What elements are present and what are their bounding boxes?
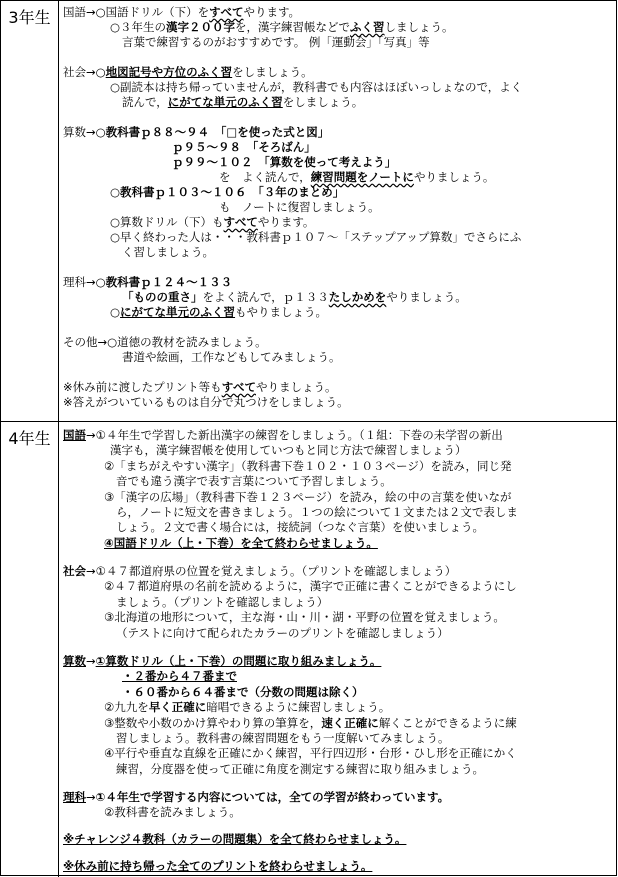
g4-line	[63, 654, 381, 669]
text-run: 国語	[63, 428, 86, 442]
g4-line	[116, 505, 518, 520]
text-run: 書道や絵画，工作などもしてみましょう。	[122, 350, 341, 364]
g3-line	[122, 350, 341, 365]
text-run: ③北海道の地形について，主な海・山・川・湖・平野の位置を覚えましょう。	[104, 610, 505, 624]
text-run: 「算数を使って考えよう」	[264, 155, 397, 169]
text-run: 算数	[63, 654, 86, 668]
g4-line	[104, 610, 505, 625]
text-run: やりましょう。	[255, 380, 337, 394]
g4-line	[104, 579, 517, 594]
text-run: ○	[110, 185, 121, 199]
g3-line	[122, 245, 214, 260]
text-run	[209, 125, 221, 139]
text-run: ・６０番から６４番まで（分数の問題は除く）	[122, 685, 364, 699]
text-run: 暗唱できるように練習しましょう。	[206, 700, 391, 714]
g3-line	[63, 335, 267, 350]
text-run: しょう。２文で書く場合には，接続詞（つなぐ言葉）を使いましょう。	[116, 520, 484, 534]
text-run: 練習，分度器を使って正確に角度を測定する練習に取り組みましょう。	[116, 762, 484, 776]
g4-line	[104, 805, 241, 820]
text-run: ④平行や垂直な直線を正確にかく練習，平行四辺形・台形・ひし形を正確にかく	[104, 746, 517, 760]
text-run: やりましょう。	[386, 290, 467, 304]
text-run: も ノートに復習しましょう。	[219, 200, 380, 214]
g4-line	[116, 626, 449, 641]
grade4-content	[59, 422, 616, 877]
g4-line	[122, 685, 364, 700]
text-run: ｐ９９～１０２	[172, 155, 253, 169]
text-run: 教科書ｐ１０３～１０６	[120, 185, 247, 199]
grade4-label: 4年生	[1, 422, 59, 877]
text-run: 「ものの重さ」	[122, 290, 203, 304]
text-run: を，漢字練習帳などで	[235, 20, 351, 34]
text-run: すべて	[223, 215, 258, 229]
text-run: 教科書ｐ１２４～１３３	[105, 275, 233, 289]
text-run	[241, 140, 253, 154]
text-run: 速く正確に	[321, 716, 379, 730]
g3-line	[122, 290, 467, 305]
text-run: をしましょう。	[232, 65, 313, 79]
text-run: 早く正確に	[148, 700, 207, 714]
text-run: ①４年生で学習する内容については，全ての学習が終わっています。	[95, 790, 450, 804]
g4-line	[63, 832, 406, 847]
text-run: ※休み前に持ち帰った全てのプリントを終わらせましょう。	[63, 859, 373, 873]
g4-line	[116, 762, 484, 777]
text-run: ○	[110, 305, 121, 319]
text-run: 理科	[63, 790, 86, 804]
text-run: ②九九を	[104, 700, 149, 714]
text-run: 教科書ｐ８８～９４	[105, 125, 210, 139]
g3-line	[63, 65, 313, 80]
g3-line	[110, 305, 327, 320]
text-run: を よく読んで，	[219, 170, 311, 184]
text-run: 算数→○	[63, 125, 106, 139]
text-run: 解くことができるように練	[378, 716, 517, 730]
text-run: 音でも違う漢字で表す言葉について予習しましょう。	[116, 474, 392, 488]
g4-line	[116, 595, 328, 610]
g3-line	[63, 275, 232, 290]
text-run: ○早く終わった人は・・・教科書ｐ１０７～「ステップアップ算数」でさらにふ	[110, 230, 522, 244]
text-run: すべて	[209, 5, 244, 19]
text-run: ④国語ドリル（上・下巻）を全て終わらせましょう。	[104, 536, 378, 550]
text-run: もやりましょう。	[235, 305, 328, 319]
g3-line	[172, 155, 396, 170]
text-run: 言葉で練習するのがおすすめです。 例「運動会」「写真」等	[122, 35, 430, 49]
g3-line	[63, 395, 349, 410]
text-run: ふく習	[350, 20, 385, 34]
text-run: 国語→○国語ドリル（下）を	[63, 5, 210, 19]
text-run: やります。	[243, 5, 301, 19]
text-run: →	[86, 654, 96, 668]
text-run: 習しましょう。教科書の練習問題をもう一度解いてみましょう。	[116, 731, 450, 745]
text-run: ※答えがついているものは自分で丸つけをしましょう。	[63, 395, 349, 409]
text-run: →①４年生で学習した新出漢字の練習をしましょう。（１組：下巻の未学習の新出	[86, 428, 503, 442]
text-run: （テストに向けて配られたカラーのプリントを確認しましょう）	[116, 626, 449, 640]
text-run: 「□を使った式と図」	[220, 125, 330, 139]
grade4-row	[1, 422, 616, 877]
g4-line	[63, 859, 372, 874]
g3-line	[110, 230, 521, 245]
g3-line	[122, 35, 430, 50]
text-run	[247, 185, 259, 199]
text-run: ②「まちがえやすい漢字」（教科書下巻１０２・１０３ページ）を読み，同じ発	[104, 459, 512, 473]
text-run: たしかめを	[328, 290, 387, 304]
text-run: ①算数ドリル（上・下巻）の問題に取り組みましょう。	[95, 654, 382, 668]
text-run: をよく読んで，ｐ１３３	[202, 290, 329, 304]
text-run: にがてな単元のふく習	[120, 305, 236, 319]
g4-line	[63, 428, 503, 443]
g4-line	[104, 700, 390, 715]
text-run: その他→○道徳の教材を読みましょう。	[63, 335, 267, 349]
text-run: 社会	[63, 564, 86, 578]
text-run: 練習問題をノートに	[310, 170, 414, 184]
g3-line	[63, 380, 336, 395]
text-run: ○算数ドリル（下）も	[110, 215, 224, 229]
grade3-row	[1, 1, 616, 422]
text-run: ②４７都道府県の名前を読めるように，漢字で正確に書くことができるようにし	[104, 579, 517, 593]
g4-line	[63, 790, 449, 805]
text-run: →①４７都道府県の位置を覚えましょう。（プリントを確認しましょう）	[86, 564, 457, 578]
g4-line	[104, 746, 517, 761]
g4-line	[110, 443, 467, 458]
g3-line	[219, 200, 380, 215]
g4-line	[104, 536, 378, 551]
g3-line	[122, 95, 363, 110]
g4-line	[104, 716, 517, 731]
g4-line	[63, 564, 456, 579]
text-run: ②教科書を読みましょう。	[104, 805, 241, 819]
text-run: やります。	[257, 215, 315, 229]
text-run: しましょう。	[384, 20, 454, 34]
text-run: ましょう。（プリントを確認しましょう）	[116, 595, 329, 609]
g4-line	[116, 731, 450, 746]
g3-line	[172, 140, 316, 155]
text-run: ・２番から４７番まで	[122, 669, 237, 683]
text-run: 読んで，	[122, 95, 168, 109]
text-run: 社会→○	[63, 65, 106, 79]
text-run: く習しましょう。	[122, 245, 214, 259]
g4-line	[116, 520, 484, 535]
g3-line	[110, 215, 314, 230]
text-run: ※休み前に渡したプリント等も	[63, 380, 222, 394]
text-run: 「３年のまとめ」	[258, 185, 345, 199]
g3-line	[219, 170, 494, 185]
text-run: ③整数や小数のかけ算やわり算の筆算を，	[104, 716, 322, 730]
text-run: ○３年生の	[110, 20, 167, 34]
g3-line	[110, 185, 344, 200]
text-run: 「そろばん」	[252, 140, 316, 154]
text-run: にがてな単元のふく習	[167, 95, 283, 109]
text-run: ※チャレンジ４教科（カラーの問題集）を全て終わらせましょう。	[63, 832, 407, 846]
g4-line	[116, 474, 392, 489]
text-run: をしましょう。	[282, 95, 364, 109]
g3-line	[63, 125, 329, 140]
text-run: 理科→○	[63, 275, 106, 289]
grade3-content	[59, 1, 616, 421]
g4-line	[104, 490, 512, 505]
text-run: 地図記号や方位のふく習	[105, 65, 233, 79]
text-run: すべて	[221, 380, 256, 394]
text-run: 漢字２００字	[166, 20, 236, 34]
text-run: ○副読本は持ち帰っていませんが，教科書でも内容はほぼいっしょなので，よく	[110, 80, 523, 94]
g3-line	[110, 80, 522, 95]
text-run: ③「漢字の広場」（教科書下巻１２３ページ）を読み，絵の中の言葉を使いなが	[104, 490, 512, 504]
text-run	[253, 155, 265, 169]
text-run: ら，ノートに短文を書きましょう。１つの絵について１文または２文で表しま	[116, 505, 518, 519]
text-run: やりましょう。	[413, 170, 495, 184]
g3-line	[110, 20, 454, 35]
text-run: 漢字も，漢字練習帳を使用していつもと同じ方法で練習しましょう）	[110, 443, 467, 457]
text-run: →	[86, 790, 96, 804]
grade3-label: 3年生	[1, 1, 59, 421]
g4-line	[122, 669, 237, 684]
g4-line	[104, 459, 512, 474]
text-run: ｐ９５～９８	[172, 140, 241, 154]
g3-line	[63, 5, 300, 20]
